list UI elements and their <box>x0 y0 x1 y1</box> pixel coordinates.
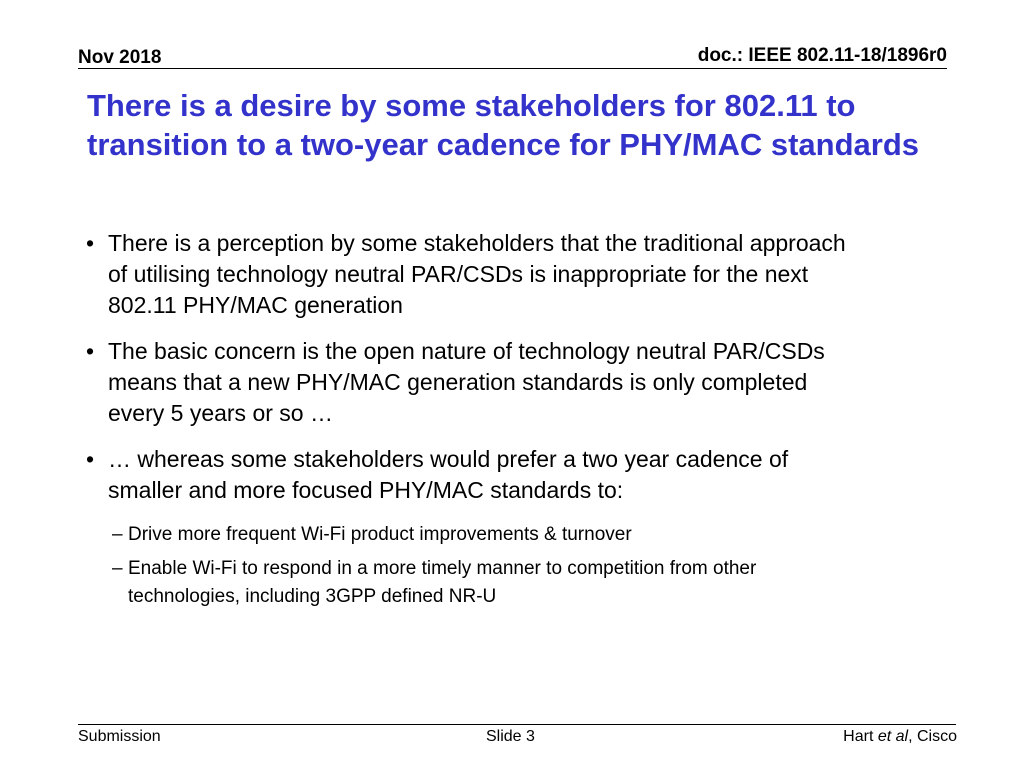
sub-bullet-item <box>86 555 956 611</box>
header-divider <box>78 68 947 69</box>
footer-divider <box>78 724 956 725</box>
footer-submission: Submission <box>78 728 161 745</box>
slide-title-line: There is a desire by some stakeholders for 802.11 to <box>87 88 856 123</box>
sub-bullet-marker: – <box>112 558 123 579</box>
bullet-line: The basic concern is the open nature of technology neutral PAR/CSDs <box>108 338 825 364</box>
bullet-line: every 5 years or so … <box>108 400 333 426</box>
sub-bullet-item <box>86 521 956 549</box>
slide-body <box>86 228 956 617</box>
bullet-item <box>86 228 956 321</box>
footer-author-etal: et al <box>877 728 909 745</box>
header-date: Nov 2018 <box>78 47 162 68</box>
bullet-marker: • <box>86 230 95 256</box>
bullet-marker: • <box>86 446 95 472</box>
footer-slide-number: Slide 3 <box>486 728 535 745</box>
header-doc-id: doc.: IEEE 802.11-18/1896r0 <box>697 45 947 66</box>
footer-author-org: , Cisco <box>908 728 957 745</box>
bullet-line: of utilising technology neutral PAR/CSDs is inappropriate for the next <box>108 261 809 287</box>
sub-bullet-marker: – <box>112 524 123 545</box>
slide-title-line: transition to a two-year cadence for PHY/MAC standards <box>87 127 920 162</box>
bullet-line: 802.11 PHY/MAC generation <box>108 292 403 318</box>
bullet-line: means that a new PHY/MAC generation standards is only completed <box>108 369 808 395</box>
bullet-line: … whereas some stakeholders would prefer a two year cadence of <box>108 446 789 472</box>
sub-bullet-line: Enable Wi-Fi to respond in a more timely manner to competition from other <box>128 558 757 579</box>
footer-author <box>843 728 957 746</box>
sub-bullet-line: technologies, including 3GPP defined NR-U <box>128 586 497 607</box>
bullet-marker: • <box>86 338 95 364</box>
bullet-line: smaller and more focused PHY/MAC standards to: <box>108 477 624 503</box>
bullet-item <box>86 336 956 429</box>
sub-bullet-list <box>86 521 956 611</box>
slide-title <box>87 86 1017 164</box>
bullet-line: There is a perception by some stakeholders that the traditional approach <box>108 230 846 256</box>
sub-bullet-line: Drive more frequent Wi-Fi product improvements & turnover <box>128 524 632 545</box>
footer-author-name: Hart <box>843 728 878 745</box>
bullet-item <box>86 444 956 506</box>
